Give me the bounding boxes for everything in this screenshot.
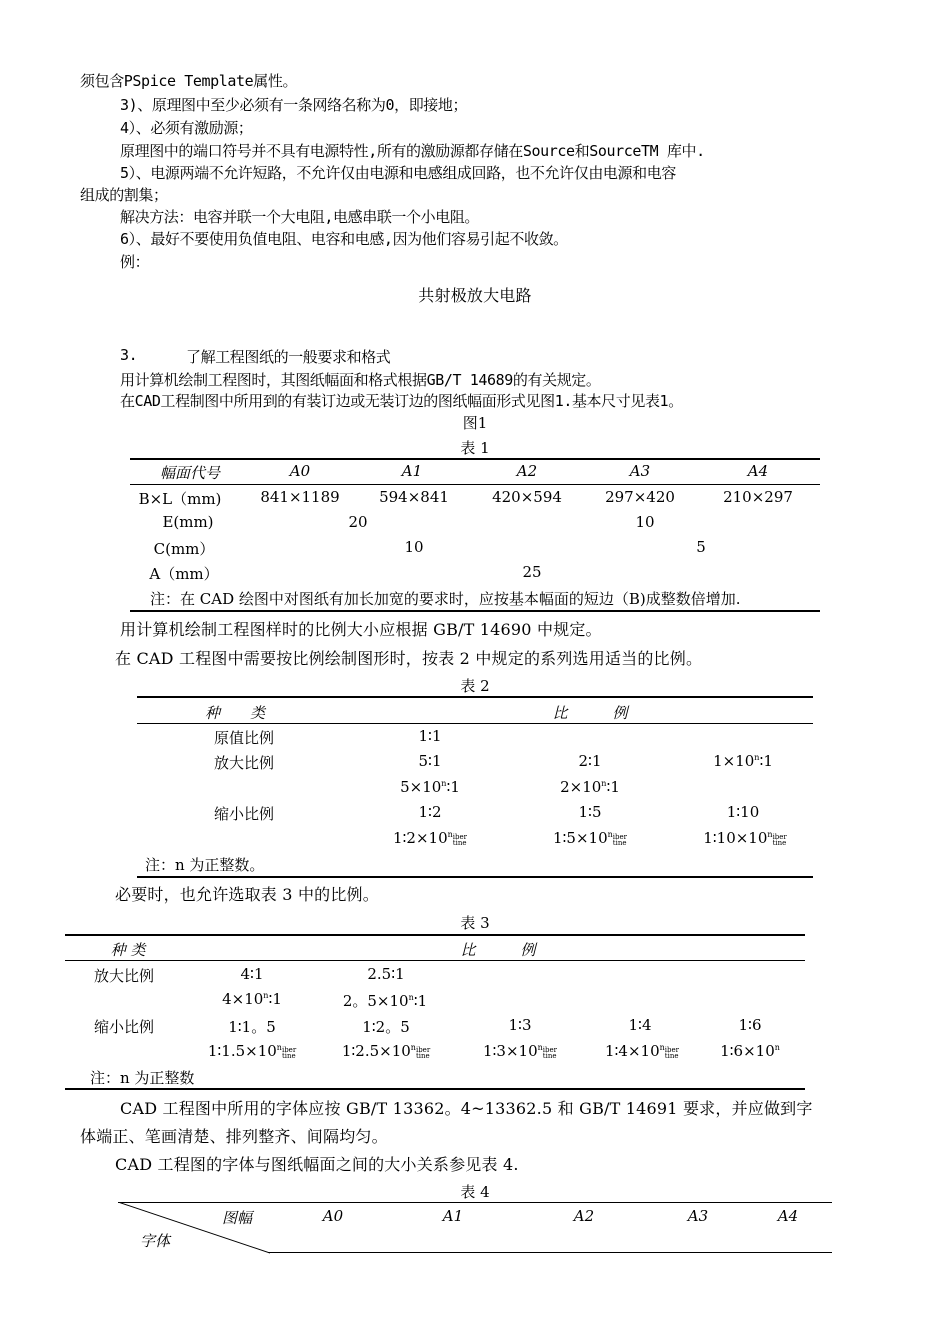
table2-cell: 1∶5 <box>578 803 602 821</box>
table1-header-a2: A2 <box>516 462 538 480</box>
table2-original-label: 原值比例 <box>213 729 274 747</box>
table1-top-rule <box>130 458 820 460</box>
table3-cell: 2.5∶1 <box>367 965 405 983</box>
table1-cell: 20 <box>348 513 368 531</box>
footnote-mark: iber tine <box>772 833 787 847</box>
paragraph-scale: 在 CAD 工程图中需要按比例绘制图形时，按表 2 中规定的系列选用适当的比例。 <box>115 649 703 668</box>
table1-header-rule <box>130 484 820 485</box>
table3-cell: 1∶1。5 <box>228 1018 276 1036</box>
table3-cell: 2。$5\times 10^n∶1$ <box>342 992 428 1010</box>
table3-header-ratio: 比 例 <box>460 941 536 959</box>
table3-header-rule <box>65 960 805 961</box>
paragraph-fonts: CAD 工程图中所用的字体应按 GB/T 13362。4~13362.5 和 GB/T 14691 要求，并应做到字 <box>120 1099 813 1118</box>
paragraph-example: 例： <box>120 253 150 271</box>
table2-caption: 表 2 <box>460 677 490 695</box>
paragraph-port: 原理图中的端口符号并不具有电源特性,所有的激励源都存储在Source和SourceTM 库中. <box>120 142 705 160</box>
table2-cell: $1∶5\times 10^niber$ tine <box>552 829 628 847</box>
table1-row-e-label: E(mm) <box>162 513 214 531</box>
table3-cell: 1∶3 <box>508 1016 532 1034</box>
paragraph-source: 4）、必须有激励源； <box>120 119 253 137</box>
table3-cell: 1∶6 <box>738 1016 762 1034</box>
table1-cell: 210×297 <box>723 488 793 506</box>
table4-header-font: 字体 <box>139 1232 170 1250</box>
table4-header-a1: A1 <box>442 1207 464 1225</box>
table2-cell: $5\times 10^n∶1$ <box>400 778 460 796</box>
table1-cell: 10 <box>635 513 655 531</box>
circuit-title: 共射极放大电路 <box>418 286 532 305</box>
figure-caption: 图1 <box>462 414 488 432</box>
table1-cell: 420×594 <box>492 488 562 506</box>
table1-cell: 25 <box>522 563 542 581</box>
table2-bottom-rule <box>137 876 813 878</box>
table1-header-code: 幅面代号 <box>159 464 220 482</box>
table3-cell: $1∶4\times 10^niber$ tine <box>604 1042 680 1060</box>
table1-bottom-rule <box>130 610 820 612</box>
table3-enlarge-label: 放大比例 <box>93 967 154 985</box>
table2-top-rule <box>137 696 813 698</box>
table1-header-a4: A4 <box>747 462 769 480</box>
table3-cell: $1∶6\times 10^n$ <box>720 1042 780 1060</box>
table4-header-size: 图幅 <box>221 1209 252 1227</box>
table2-header-kind: 种 类 <box>204 704 265 722</box>
table3-cell: $1∶1.5\times 10^niber$ tine <box>207 1042 297 1060</box>
table4-header-rule <box>268 1252 832 1253</box>
paragraph-gb14690: 用计算机绘制工程图样时的比例大小应根据 GB/T 14690 中规定。 <box>120 620 602 639</box>
table3-note: 注：n 为正整数 <box>90 1069 195 1087</box>
table1-row-c-label: C(mm） <box>153 540 215 558</box>
table1-header-a0: A0 <box>289 462 311 480</box>
table2-cell: 2∶1 <box>578 752 602 770</box>
paragraph-short: 5）、电源两端不允许短路，不允许仅由电源和电感组成回路，也不允许仅由电源和电容 <box>120 164 676 182</box>
section-title: 了解工程图纸的一般要求和格式 <box>186 348 391 366</box>
footnote-mark: iber tine <box>415 1046 431 1060</box>
footnote-mark: iber tine <box>612 833 628 847</box>
table4-header-a0: A0 <box>322 1207 344 1225</box>
table2-cell: 1∶1 <box>418 727 442 745</box>
footnote-mark: iber tine <box>542 1046 558 1060</box>
table1-cell: 5 <box>696 538 706 556</box>
table2-note: 注：n 为正整数。 <box>145 856 265 874</box>
table2-header-ratio: 比 例 <box>552 704 628 722</box>
table1-cell: 841×1189 <box>260 488 340 506</box>
table3-caption: 表 3 <box>460 914 490 932</box>
table1-header-a3: A3 <box>629 462 651 480</box>
footnote-mark: iber tine <box>281 1046 297 1060</box>
table2-cell: $1∶2\times 10^niber$ tine <box>392 829 468 847</box>
table2-header-rule <box>137 723 813 724</box>
table3-cell: $4\times 10^n∶1$ <box>222 990 282 1008</box>
table2-cell: $1\times 10^n∶1$ <box>713 752 773 770</box>
table2-cell: 1∶10 <box>726 803 760 821</box>
table1-note: 注：在 CAD 绘图中对图纸有加长加宽的要求时，应按基本幅面的短边（B)成整数倍增加. <box>150 590 741 608</box>
table4-header-a4: A4 <box>777 1207 799 1225</box>
table1-header-a1: A1 <box>401 462 423 480</box>
paragraph-solution: 解决方法：电容并联一个大电阻,电感串联一个小电阻。 <box>120 208 480 226</box>
footnote-mark: iber tine <box>452 833 468 847</box>
table3-top-rule <box>65 934 805 936</box>
table3-reduce-label: 缩小比例 <box>93 1018 154 1036</box>
paragraph-font-size: CAD 工程图的字体与图纸幅面之间的大小关系参见表 4. <box>115 1155 519 1174</box>
table3-cell: $1∶2.5\times 10^niber$ tine <box>341 1042 431 1060</box>
paragraph-formats: 在CAD工程制图中所用到的有装订边或无装订边的图纸幅面形式见图1.基本尺寸见表1。 <box>120 392 683 410</box>
section-number: 3. <box>120 346 138 364</box>
table3-cell: 1∶4 <box>628 1016 652 1034</box>
table2-cell: $2\times 10^n∶1$ <box>560 778 620 796</box>
table2-cell: 1∶2 <box>418 803 442 821</box>
table3-cell: $1∶3\times 10^niber$ tine <box>482 1042 558 1060</box>
table4-header-a2: A2 <box>573 1207 595 1225</box>
table1-row-bl-label: B×L（mm) <box>138 490 222 508</box>
table2-enlarge-label: 放大比例 <box>213 754 274 772</box>
table4-header-a3: A3 <box>687 1207 709 1225</box>
table1-cell: 10 <box>404 538 424 556</box>
table3-cell: 1∶2。5 <box>362 1018 410 1036</box>
paragraph-table3-intro: 必要时，也允许选取表 3 中的比例。 <box>115 885 379 904</box>
table3-header-kind: 种 类 <box>110 941 146 959</box>
paragraph-pspice: 须包含PSpice Template属性。 <box>80 72 298 90</box>
paragraph-short-cont: 组成的割集； <box>80 186 168 204</box>
table2-cell: $1∶10\times 10^niber$ tine <box>703 829 787 847</box>
paragraph-negative: 6）、最好不要使用负值电阻、电容和电感,因为他们容易引起不收敛。 <box>120 230 568 248</box>
table1-cell: 594×841 <box>379 488 449 506</box>
table3-cell: 4∶1 <box>240 965 264 983</box>
paragraph-fonts-cont: 体端正、笔画清楚、排列整齐、间隔均匀。 <box>80 1127 388 1146</box>
table1-row-a-label: A（mm） <box>149 565 219 583</box>
table4-caption: 表 4 <box>460 1183 490 1201</box>
table2-cell: 5∶1 <box>418 752 442 770</box>
footnote-mark: iber tine <box>664 1046 680 1060</box>
table1-cell: 297×420 <box>605 488 675 506</box>
paragraph-ground: 3)、原理图中至少必须有一条网络名称为0，即接地； <box>120 96 468 114</box>
table2-reduce-label: 缩小比例 <box>213 805 274 823</box>
table3-bottom-rule <box>65 1088 805 1090</box>
table1-caption: 表 1 <box>460 439 490 457</box>
paragraph-gb14689: 用计算机绘制工程图时，其图纸幅面和格式根据GB/T 14689的有关规定。 <box>120 371 601 389</box>
